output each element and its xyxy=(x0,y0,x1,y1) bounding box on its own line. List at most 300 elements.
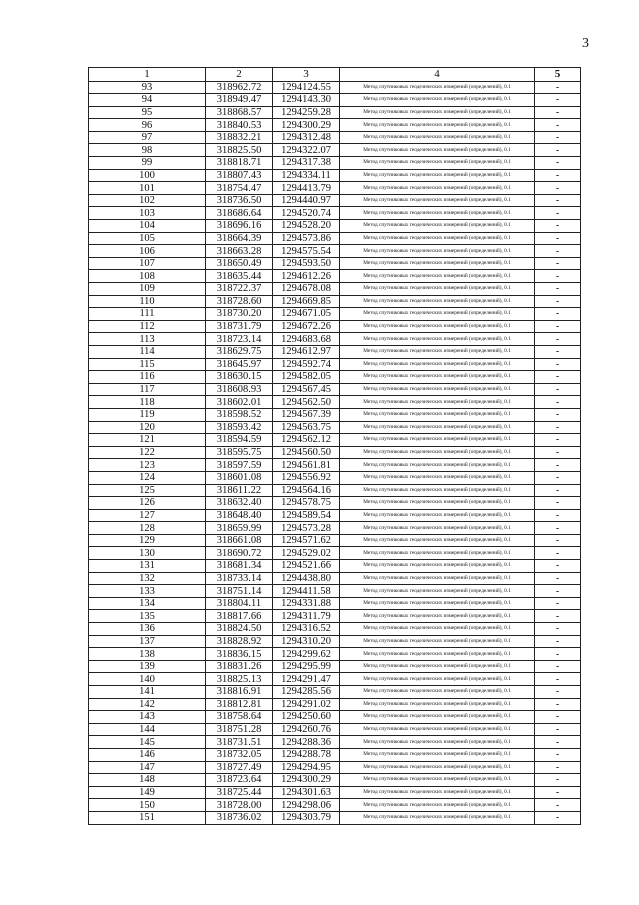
note-cell: - xyxy=(535,623,581,636)
x-coordinate-cell: 318681.34 xyxy=(206,560,273,573)
point-number-cell: 122 xyxy=(89,446,206,459)
method-cell: Метод спутниковых геодезических измерений (определений), 0.1 xyxy=(340,660,535,673)
table-row xyxy=(89,648,581,661)
y-coordinate-cell: 1294299.62 xyxy=(273,648,340,661)
point-number-cell: 147 xyxy=(89,761,206,774)
table-header-row xyxy=(89,68,581,82)
y-coordinate-cell: 1294285.56 xyxy=(273,686,340,699)
table-row xyxy=(89,157,581,170)
x-coordinate-cell: 318629.75 xyxy=(206,345,273,358)
table-row xyxy=(89,245,581,258)
method-cell: Метод спутниковых геодезических измерений (определений), 0.1 xyxy=(340,799,535,812)
x-coordinate-cell: 318818.71 xyxy=(206,157,273,170)
note-cell: - xyxy=(535,522,581,535)
point-number-cell: 146 xyxy=(89,748,206,761)
method-cell: Метод спутниковых геодезических измерений (определений), 0.1 xyxy=(340,459,535,472)
note-cell: - xyxy=(535,497,581,510)
method-cell: Метод спутниковых геодезических измерений (определений), 0.1 xyxy=(340,295,535,308)
y-coordinate-cell: 1294250.60 xyxy=(273,711,340,724)
y-coordinate-cell: 1294303.79 xyxy=(273,811,340,824)
method-cell: Метод спутниковых геодезических измерений (определений), 0.1 xyxy=(340,270,535,283)
method-cell: Метод спутниковых геодезических измерений (определений), 0.1 xyxy=(340,421,535,434)
table-row xyxy=(89,811,581,824)
point-number-cell: 140 xyxy=(89,673,206,686)
x-coordinate-cell: 318816.91 xyxy=(206,686,273,699)
method-cell: Метод спутниковых геодезических измерений (определений), 0.1 xyxy=(340,522,535,535)
point-number-cell: 120 xyxy=(89,421,206,434)
y-coordinate-cell: 1294571.62 xyxy=(273,534,340,547)
column-header-5: 5 xyxy=(535,68,581,82)
y-coordinate-cell: 1294259.28 xyxy=(273,106,340,119)
table-row xyxy=(89,283,581,296)
y-coordinate-cell: 1294322.07 xyxy=(273,144,340,157)
note-cell: - xyxy=(535,371,581,384)
point-number-cell: 136 xyxy=(89,623,206,636)
x-coordinate-cell: 318661.08 xyxy=(206,534,273,547)
y-coordinate-cell: 1294298.06 xyxy=(273,799,340,812)
note-cell: - xyxy=(535,169,581,182)
method-cell: Метод спутниковых геодезических измерений (определений), 0.1 xyxy=(340,572,535,585)
method-cell: Метод спутниковых геодезических измерений (определений), 0.1 xyxy=(340,623,535,636)
table-row xyxy=(89,748,581,761)
y-coordinate-cell: 1294316.52 xyxy=(273,623,340,636)
method-cell: Метод спутниковых геодезических измерений (определений), 0.1 xyxy=(340,106,535,119)
x-coordinate-cell: 318836.15 xyxy=(206,648,273,661)
y-coordinate-cell: 1294562.12 xyxy=(273,434,340,447)
point-number-cell: 151 xyxy=(89,811,206,824)
table-row xyxy=(89,220,581,233)
method-cell: Метод спутниковых геодезических измерений (определений), 0.1 xyxy=(340,157,535,170)
x-coordinate-cell: 318650.49 xyxy=(206,257,273,270)
method-cell: Метод спутниковых геодезических измерений (определений), 0.1 xyxy=(340,471,535,484)
method-cell: Метод спутниковых геодезических измерений (определений), 0.1 xyxy=(340,131,535,144)
y-coordinate-cell: 1294291.47 xyxy=(273,673,340,686)
note-cell: - xyxy=(535,257,581,270)
x-coordinate-cell: 318840.53 xyxy=(206,119,273,132)
table-row xyxy=(89,106,581,119)
method-cell: Метод спутниковых геодезических измерений (определений), 0.1 xyxy=(340,144,535,157)
method-cell: Метод спутниковых геодезических измерений (определений), 0.1 xyxy=(340,509,535,522)
method-cell: Метод спутниковых геодезических измерений (определений), 0.1 xyxy=(340,673,535,686)
table-row xyxy=(89,560,581,573)
x-coordinate-cell: 318630.15 xyxy=(206,371,273,384)
coordinates-table xyxy=(88,67,581,825)
note-cell: - xyxy=(535,471,581,484)
table-row xyxy=(89,446,581,459)
note-cell: - xyxy=(535,698,581,711)
point-number-cell: 103 xyxy=(89,207,206,220)
point-number-cell: 100 xyxy=(89,169,206,182)
y-coordinate-cell: 1294413.79 xyxy=(273,182,340,195)
y-coordinate-cell: 1294560.50 xyxy=(273,446,340,459)
point-number-cell: 126 xyxy=(89,497,206,510)
point-number-cell: 95 xyxy=(89,106,206,119)
table-row xyxy=(89,371,581,384)
point-number-cell: 113 xyxy=(89,333,206,346)
point-number-cell: 133 xyxy=(89,585,206,598)
point-number-cell: 121 xyxy=(89,434,206,447)
x-coordinate-cell: 318611.22 xyxy=(206,484,273,497)
x-coordinate-cell: 318817.66 xyxy=(206,610,273,623)
x-coordinate-cell: 318722.37 xyxy=(206,283,273,296)
x-coordinate-cell: 318632.40 xyxy=(206,497,273,510)
table-row xyxy=(89,94,581,107)
note-cell: - xyxy=(535,774,581,787)
note-cell: - xyxy=(535,547,581,560)
y-coordinate-cell: 1294317.38 xyxy=(273,157,340,170)
x-coordinate-cell: 318730.20 xyxy=(206,308,273,321)
x-coordinate-cell: 318736.50 xyxy=(206,194,273,207)
y-coordinate-cell: 1294124.55 xyxy=(273,81,340,94)
method-cell: Метод спутниковых геодезических измерений (определений), 0.1 xyxy=(340,811,535,824)
table-row xyxy=(89,345,581,358)
table-row xyxy=(89,786,581,799)
y-coordinate-cell: 1294556.92 xyxy=(273,471,340,484)
note-cell: - xyxy=(535,383,581,396)
table-row xyxy=(89,585,581,598)
y-coordinate-cell: 1294589.54 xyxy=(273,509,340,522)
y-coordinate-cell: 1294300.29 xyxy=(273,119,340,132)
point-number-cell: 98 xyxy=(89,144,206,157)
x-coordinate-cell: 318635.44 xyxy=(206,270,273,283)
note-cell: - xyxy=(535,81,581,94)
point-number-cell: 141 xyxy=(89,686,206,699)
point-number-cell: 117 xyxy=(89,383,206,396)
note-cell: - xyxy=(535,484,581,497)
y-coordinate-cell: 1294612.26 xyxy=(273,270,340,283)
x-coordinate-cell: 318732.05 xyxy=(206,748,273,761)
note-cell: - xyxy=(535,333,581,346)
x-coordinate-cell: 318812.81 xyxy=(206,698,273,711)
method-cell: Метод спутниковых геодезических измерений (определений), 0.1 xyxy=(340,648,535,661)
point-number-cell: 107 xyxy=(89,257,206,270)
note-cell: - xyxy=(535,345,581,358)
table-row xyxy=(89,547,581,560)
method-cell: Метод спутниковых геодезических измерений (определений), 0.1 xyxy=(340,585,535,598)
method-cell: Метод спутниковых геодезических измерений (определений), 0.1 xyxy=(340,245,535,258)
y-coordinate-cell: 1294529.02 xyxy=(273,547,340,560)
point-number-cell: 132 xyxy=(89,572,206,585)
x-coordinate-cell: 318868.57 xyxy=(206,106,273,119)
method-cell: Метод спутниковых геодезических измерений (определений), 0.1 xyxy=(340,698,535,711)
method-cell: Метод спутниковых геодезических измерений (определений), 0.1 xyxy=(340,497,535,510)
table-row xyxy=(89,421,581,434)
x-coordinate-cell: 318659.99 xyxy=(206,522,273,535)
y-coordinate-cell: 1294582.05 xyxy=(273,371,340,384)
y-coordinate-cell: 1294592.74 xyxy=(273,358,340,371)
table-row xyxy=(89,320,581,333)
x-coordinate-cell: 318690.72 xyxy=(206,547,273,560)
x-coordinate-cell: 318758.64 xyxy=(206,711,273,724)
table-row xyxy=(89,736,581,749)
method-cell: Метод спутниковых геодезических измерений (определений), 0.1 xyxy=(340,320,535,333)
point-number-cell: 131 xyxy=(89,560,206,573)
table-row xyxy=(89,144,581,157)
x-coordinate-cell: 318962.72 xyxy=(206,81,273,94)
table-row xyxy=(89,408,581,421)
point-number-cell: 130 xyxy=(89,547,206,560)
x-coordinate-cell: 318686.64 xyxy=(206,207,273,220)
method-cell: Метод спутниковых геодезических измерений (определений), 0.1 xyxy=(340,333,535,346)
table-row xyxy=(89,308,581,321)
note-cell: - xyxy=(535,761,581,774)
y-coordinate-cell: 1294143.30 xyxy=(273,94,340,107)
method-cell: Метод спутниковых геодезических измерений (определений), 0.1 xyxy=(340,446,535,459)
x-coordinate-cell: 318593.42 xyxy=(206,421,273,434)
y-coordinate-cell: 1294575.54 xyxy=(273,245,340,258)
table-row xyxy=(89,673,581,686)
x-coordinate-cell: 318723.14 xyxy=(206,333,273,346)
x-coordinate-cell: 318754.47 xyxy=(206,182,273,195)
note-cell: - xyxy=(535,585,581,598)
x-coordinate-cell: 318601.08 xyxy=(206,471,273,484)
point-number-cell: 125 xyxy=(89,484,206,497)
table-row xyxy=(89,761,581,774)
method-cell: Метод спутниковых геодезических измерений (определений), 0.1 xyxy=(340,207,535,220)
x-coordinate-cell: 318751.14 xyxy=(206,585,273,598)
note-cell: - xyxy=(535,194,581,207)
point-number-cell: 124 xyxy=(89,471,206,484)
x-coordinate-cell: 318807.43 xyxy=(206,169,273,182)
table-row xyxy=(89,232,581,245)
method-cell: Метод спутниковых геодезических измерений (определений), 0.1 xyxy=(340,358,535,371)
note-cell: - xyxy=(535,396,581,409)
note-cell: - xyxy=(535,182,581,195)
column-header-4: 4 xyxy=(340,68,535,82)
point-number-cell: 145 xyxy=(89,736,206,749)
note-cell: - xyxy=(535,648,581,661)
x-coordinate-cell: 318824.50 xyxy=(206,623,273,636)
table-row xyxy=(89,471,581,484)
x-coordinate-cell: 318725.44 xyxy=(206,786,273,799)
method-cell: Метод спутниковых геодезических измерений (определений), 0.1 xyxy=(340,371,535,384)
note-cell: - xyxy=(535,270,581,283)
y-coordinate-cell: 1294567.45 xyxy=(273,383,340,396)
note-cell: - xyxy=(535,597,581,610)
method-cell: Метод спутниковых геодезических измерений (определений), 0.1 xyxy=(340,597,535,610)
x-coordinate-cell: 318595.75 xyxy=(206,446,273,459)
note-cell: - xyxy=(535,157,581,170)
page-number: 3 xyxy=(582,36,589,51)
table-row xyxy=(89,509,581,522)
y-coordinate-cell: 1294288.36 xyxy=(273,736,340,749)
note-cell: - xyxy=(535,686,581,699)
note-cell: - xyxy=(535,358,581,371)
table-row xyxy=(89,497,581,510)
y-coordinate-cell: 1294567.39 xyxy=(273,408,340,421)
method-cell: Метод спутниковых геодезических измерений (определений), 0.1 xyxy=(340,560,535,573)
x-coordinate-cell: 318648.40 xyxy=(206,509,273,522)
table-row xyxy=(89,194,581,207)
method-cell: Метод спутниковых геодезических измерений (определений), 0.1 xyxy=(340,81,535,94)
y-coordinate-cell: 1294573.28 xyxy=(273,522,340,535)
note-cell: - xyxy=(535,408,581,421)
table-row xyxy=(89,623,581,636)
point-number-cell: 137 xyxy=(89,635,206,648)
table-row xyxy=(89,459,581,472)
note-cell: - xyxy=(535,723,581,736)
note-cell: - xyxy=(535,245,581,258)
method-cell: Метод спутниковых геодезических измерений (определений), 0.1 xyxy=(340,408,535,421)
note-cell: - xyxy=(535,434,581,447)
y-coordinate-cell: 1294564.16 xyxy=(273,484,340,497)
x-coordinate-cell: 318949.47 xyxy=(206,94,273,107)
point-number-cell: 150 xyxy=(89,799,206,812)
y-coordinate-cell: 1294683.68 xyxy=(273,333,340,346)
table-row xyxy=(89,396,581,409)
x-coordinate-cell: 318594.59 xyxy=(206,434,273,447)
method-cell: Метод спутниковых геодезических измерений (определений), 0.1 xyxy=(340,774,535,787)
note-cell: - xyxy=(535,131,581,144)
point-number-cell: 93 xyxy=(89,81,206,94)
x-coordinate-cell: 318608.93 xyxy=(206,383,273,396)
y-coordinate-cell: 1294311.79 xyxy=(273,610,340,623)
method-cell: Метод спутниковых геодезических измерений (определений), 0.1 xyxy=(340,723,535,736)
note-cell: - xyxy=(535,94,581,107)
table-row xyxy=(89,333,581,346)
point-number-cell: 110 xyxy=(89,295,206,308)
method-cell: Метод спутниковых геодезических измерений (определений), 0.1 xyxy=(340,232,535,245)
y-coordinate-cell: 1294521.66 xyxy=(273,560,340,573)
method-cell: Метод спутниковых геодезических измерений (определений), 0.1 xyxy=(340,484,535,497)
note-cell: - xyxy=(535,308,581,321)
x-coordinate-cell: 318825.13 xyxy=(206,673,273,686)
point-number-cell: 144 xyxy=(89,723,206,736)
note-cell: - xyxy=(535,106,581,119)
note-cell: - xyxy=(535,283,581,296)
x-coordinate-cell: 318597.59 xyxy=(206,459,273,472)
method-cell: Метод спутниковых геодезических измерений (определений), 0.1 xyxy=(340,534,535,547)
table-row xyxy=(89,534,581,547)
note-cell: - xyxy=(535,509,581,522)
x-coordinate-cell: 318751.28 xyxy=(206,723,273,736)
point-number-cell: 101 xyxy=(89,182,206,195)
note-cell: - xyxy=(535,736,581,749)
method-cell: Метод спутниковых геодезических измерений (определений), 0.1 xyxy=(340,547,535,560)
note-cell: - xyxy=(535,811,581,824)
point-number-cell: 114 xyxy=(89,345,206,358)
table-body xyxy=(89,81,581,824)
table-row xyxy=(89,81,581,94)
column-header-3: 3 xyxy=(273,68,340,82)
x-coordinate-cell: 318728.00 xyxy=(206,799,273,812)
note-cell: - xyxy=(535,660,581,673)
point-number-cell: 149 xyxy=(89,786,206,799)
point-number-cell: 123 xyxy=(89,459,206,472)
table-row xyxy=(89,131,581,144)
table-row xyxy=(89,799,581,812)
y-coordinate-cell: 1294563.75 xyxy=(273,421,340,434)
x-coordinate-cell: 318602.01 xyxy=(206,396,273,409)
table-row xyxy=(89,698,581,711)
point-number-cell: 118 xyxy=(89,396,206,409)
method-cell: Метод спутниковых геодезических измерений (определений), 0.1 xyxy=(340,786,535,799)
y-coordinate-cell: 1294612.97 xyxy=(273,345,340,358)
x-coordinate-cell: 318736.02 xyxy=(206,811,273,824)
y-coordinate-cell: 1294295.99 xyxy=(273,660,340,673)
table-row xyxy=(89,207,581,220)
method-cell: Метод спутниковых геодезических измерений (определений), 0.1 xyxy=(340,748,535,761)
table-row xyxy=(89,635,581,648)
y-coordinate-cell: 1294334.11 xyxy=(273,169,340,182)
table-row xyxy=(89,774,581,787)
y-coordinate-cell: 1294294.95 xyxy=(273,761,340,774)
table-row xyxy=(89,484,581,497)
x-coordinate-cell: 318832.21 xyxy=(206,131,273,144)
point-number-cell: 119 xyxy=(89,408,206,421)
y-coordinate-cell: 1294411.58 xyxy=(273,585,340,598)
method-cell: Метод спутниковых геодезических измерений (определений), 0.1 xyxy=(340,94,535,107)
point-number-cell: 138 xyxy=(89,648,206,661)
y-coordinate-cell: 1294288.78 xyxy=(273,748,340,761)
method-cell: Метод спутниковых геодезических измерений (определений), 0.1 xyxy=(340,308,535,321)
note-cell: - xyxy=(535,572,581,585)
note-cell: - xyxy=(535,320,581,333)
point-number-cell: 97 xyxy=(89,131,206,144)
point-number-cell: 129 xyxy=(89,534,206,547)
note-cell: - xyxy=(535,534,581,547)
table-row xyxy=(89,295,581,308)
note-cell: - xyxy=(535,673,581,686)
y-coordinate-cell: 1294561.81 xyxy=(273,459,340,472)
point-number-cell: 115 xyxy=(89,358,206,371)
y-coordinate-cell: 1294301.63 xyxy=(273,786,340,799)
note-cell: - xyxy=(535,144,581,157)
y-coordinate-cell: 1294671.05 xyxy=(273,308,340,321)
point-number-cell: 139 xyxy=(89,660,206,673)
x-coordinate-cell: 318663.28 xyxy=(206,245,273,258)
y-coordinate-cell: 1294562.50 xyxy=(273,396,340,409)
method-cell: Метод спутниковых геодезических измерений (определений), 0.1 xyxy=(340,635,535,648)
y-coordinate-cell: 1294528.20 xyxy=(273,220,340,233)
method-cell: Метод спутниковых геодезических измерений (определений), 0.1 xyxy=(340,711,535,724)
x-coordinate-cell: 318804.11 xyxy=(206,597,273,610)
y-coordinate-cell: 1294291.02 xyxy=(273,698,340,711)
y-coordinate-cell: 1294520.74 xyxy=(273,207,340,220)
x-coordinate-cell: 318723.64 xyxy=(206,774,273,787)
note-cell: - xyxy=(535,799,581,812)
point-number-cell: 112 xyxy=(89,320,206,333)
y-coordinate-cell: 1294678.08 xyxy=(273,283,340,296)
y-coordinate-cell: 1294331.88 xyxy=(273,597,340,610)
table-row xyxy=(89,522,581,535)
table-row xyxy=(89,358,581,371)
table-row xyxy=(89,169,581,182)
x-coordinate-cell: 318645.97 xyxy=(206,358,273,371)
note-cell: - xyxy=(535,295,581,308)
y-coordinate-cell: 1294310.20 xyxy=(273,635,340,648)
y-coordinate-cell: 1294578.75 xyxy=(273,497,340,510)
point-number-cell: 135 xyxy=(89,610,206,623)
method-cell: Метод спутниковых геодезических измерений (определений), 0.1 xyxy=(340,194,535,207)
point-number-cell: 109 xyxy=(89,283,206,296)
table-row xyxy=(89,572,581,585)
y-coordinate-cell: 1294300.29 xyxy=(273,774,340,787)
note-cell: - xyxy=(535,207,581,220)
y-coordinate-cell: 1294440.97 xyxy=(273,194,340,207)
method-cell: Метод спутниковых геодезических измерений (определений), 0.1 xyxy=(340,257,535,270)
table-row xyxy=(89,119,581,132)
column-header-1: 1 xyxy=(89,68,206,82)
note-cell: - xyxy=(535,711,581,724)
point-number-cell: 127 xyxy=(89,509,206,522)
note-cell: - xyxy=(535,635,581,648)
point-number-cell: 106 xyxy=(89,245,206,258)
method-cell: Метод спутниковых геодезических измерений (определений), 0.1 xyxy=(340,220,535,233)
note-cell: - xyxy=(535,446,581,459)
table-row xyxy=(89,660,581,673)
x-coordinate-cell: 318831.26 xyxy=(206,660,273,673)
